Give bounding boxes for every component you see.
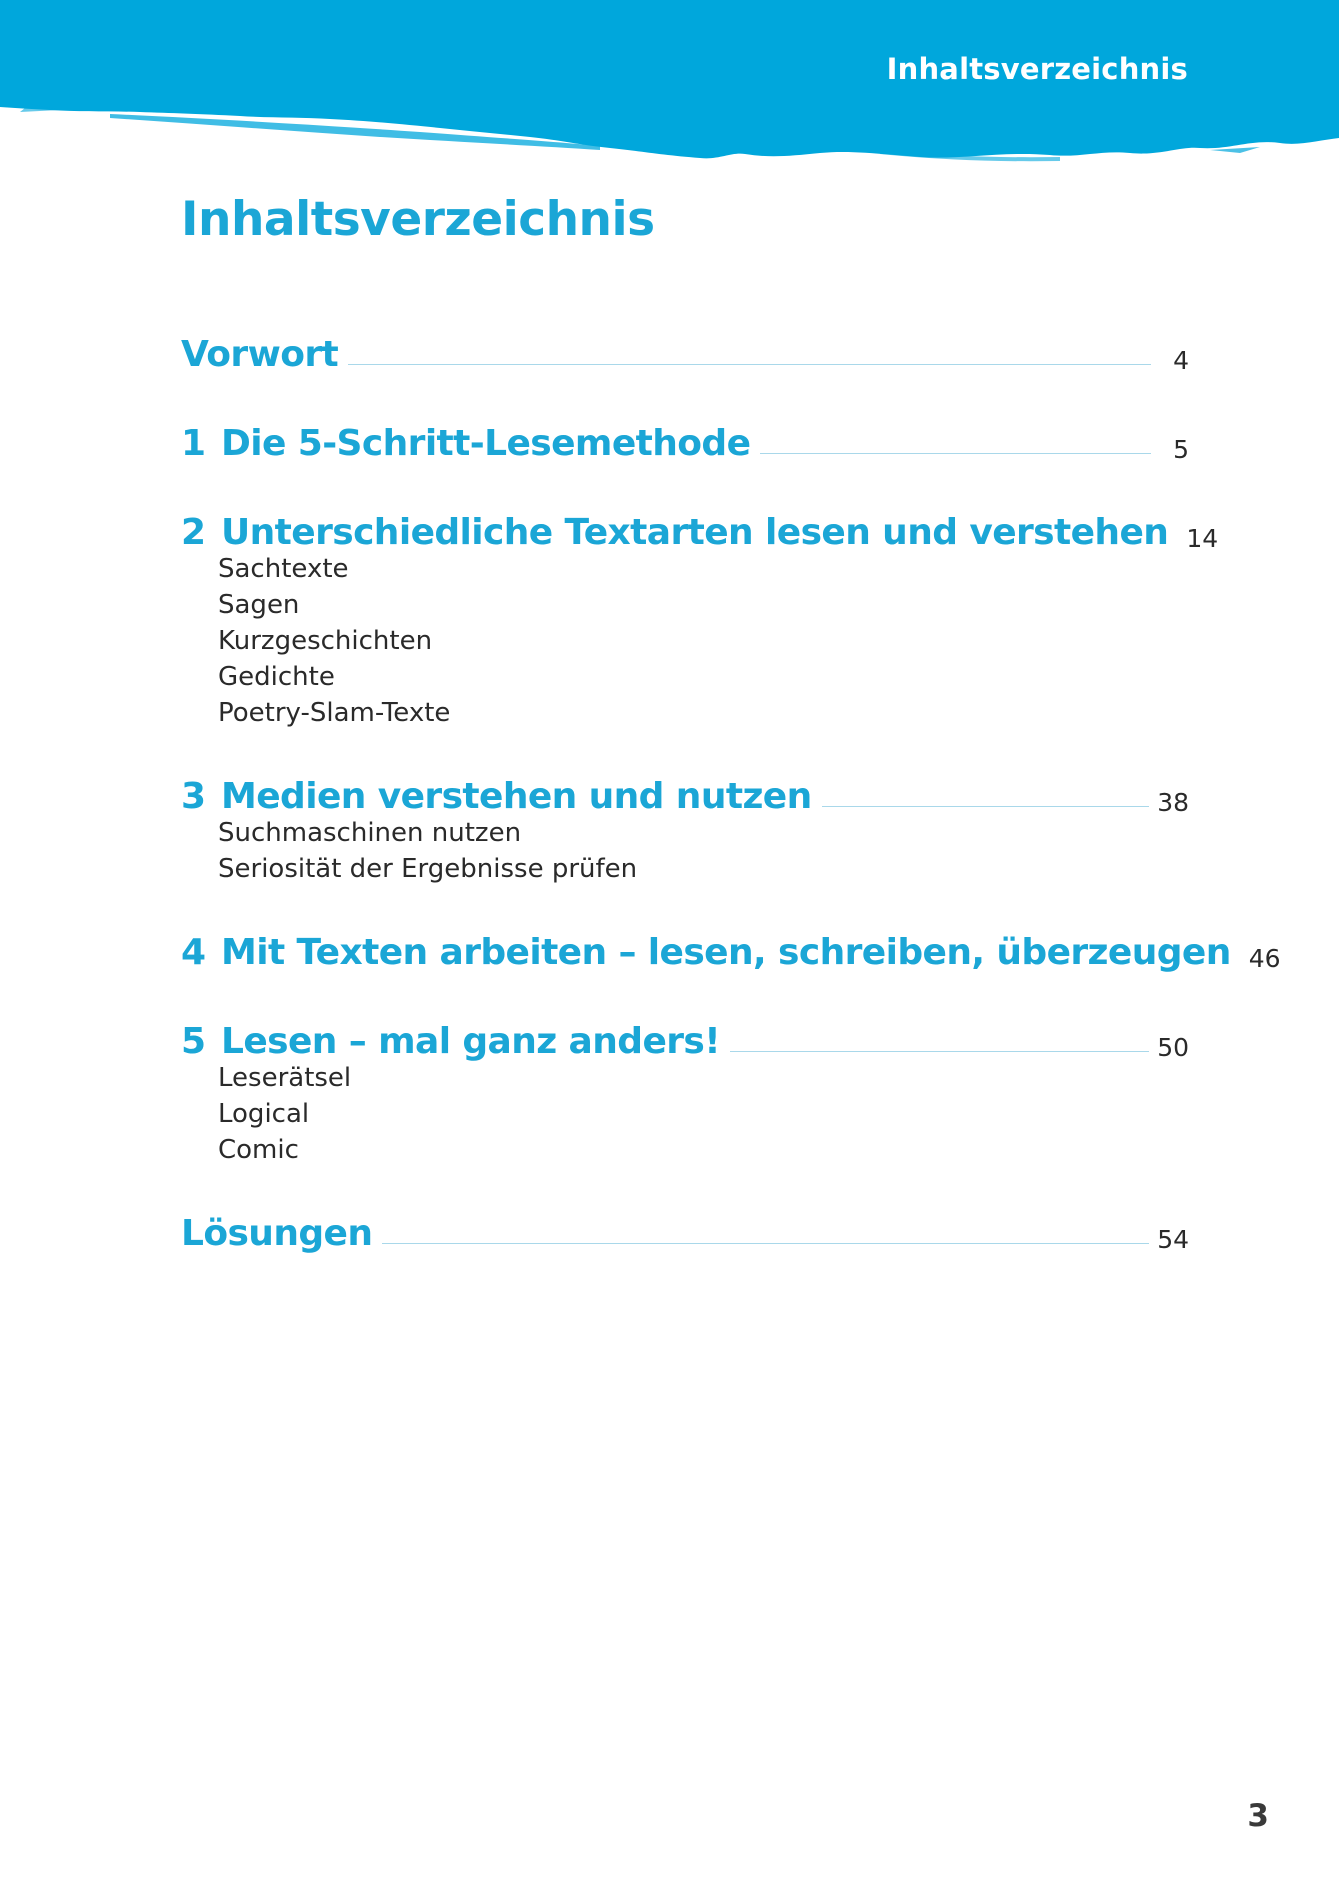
toc-entry-page: 54 [1157, 1225, 1189, 1254]
toc-entry-page: 46 [1248, 944, 1281, 973]
toc-subitem[interactable]: Sachtexte [218, 554, 349, 584]
toc-entry[interactable] [181, 416, 1189, 462]
toc-entry-page: 50 [1157, 1033, 1189, 1062]
toc-entry[interactable] [181, 1206, 1189, 1252]
toc-entry[interactable] [181, 327, 1189, 373]
toc-section-4 [181, 925, 1281, 973]
toc-subitem[interactable]: Comic [218, 1135, 299, 1165]
toc-section-3 [181, 769, 1189, 887]
toc-entry[interactable] [181, 505, 1219, 553]
toc-entry[interactable] [181, 1014, 1189, 1060]
toc-subitem[interactable]: Gedichte [218, 662, 335, 692]
toc-entry-number: 2 [181, 512, 207, 553]
leader-line [730, 1050, 1149, 1052]
toc-subitem[interactable]: Logical [218, 1099, 310, 1129]
toc-entry[interactable] [181, 769, 1189, 815]
leader-line [760, 452, 1151, 454]
toc-subitem[interactable]: Suchmaschinen nutzen [218, 818, 522, 848]
toc-entry-title: Vorwort [181, 334, 339, 375]
toc-subitem[interactable]: Sagen [218, 590, 300, 620]
toc-entry-title: Medien verstehen und nutzen [221, 776, 812, 817]
toc-entry-number: 3 [181, 776, 207, 817]
toc-section-2 [181, 505, 1219, 731]
toc-entry-number: 5 [181, 1021, 207, 1062]
toc-entry-page: 38 [1157, 788, 1189, 817]
toc-subitems [181, 1060, 1189, 1168]
running-header-title: Inhaltsverzeichnis [886, 52, 1188, 86]
leader-line [382, 1242, 1149, 1244]
toc-subitems [181, 815, 1189, 887]
toc-entry-title: Die 5-Schritt-Lesemethode [221, 423, 751, 464]
page-title: Inhaltsverzeichnis [181, 192, 655, 247]
toc-entry-title: Unterschiedliche Textarten lesen und verstehen [221, 512, 1169, 553]
leader-line [822, 805, 1150, 807]
toc-subitem[interactable]: Poetry-Slam-Texte [218, 698, 451, 728]
toc-entry-number: 4 [181, 932, 207, 973]
toc-section-loesungen [181, 1206, 1189, 1252]
toc-section-5 [181, 1014, 1189, 1168]
toc-entry-title: Lesen – mal ganz anders! [221, 1021, 721, 1062]
leader-line [348, 363, 1151, 365]
toc-subitems [181, 551, 1189, 731]
table-of-contents [181, 327, 1281, 1254]
page-number: 3 [1247, 1798, 1269, 1834]
toc-section-vorwort [181, 327, 1189, 373]
toc-entry[interactable] [181, 925, 1281, 973]
toc-entry-title: Lösungen [181, 1213, 373, 1254]
toc-entry-number: 1 [181, 423, 207, 464]
toc-section-1 [181, 416, 1189, 462]
toc-entry-title: Mit Texten arbeiten – lesen, schreiben, überzeugen [221, 932, 1231, 973]
toc-entry-page: 14 [1186, 524, 1219, 553]
toc-entry-page: 5 [1173, 435, 1189, 464]
toc-entry-page: 4 [1173, 346, 1189, 375]
toc-subitem[interactable]: Leserätsel [218, 1063, 352, 1093]
toc-subitem[interactable]: Seriosität der Ergebnisse prüfen [218, 854, 638, 884]
toc-subitem[interactable]: Kurzgeschichten [218, 626, 433, 656]
